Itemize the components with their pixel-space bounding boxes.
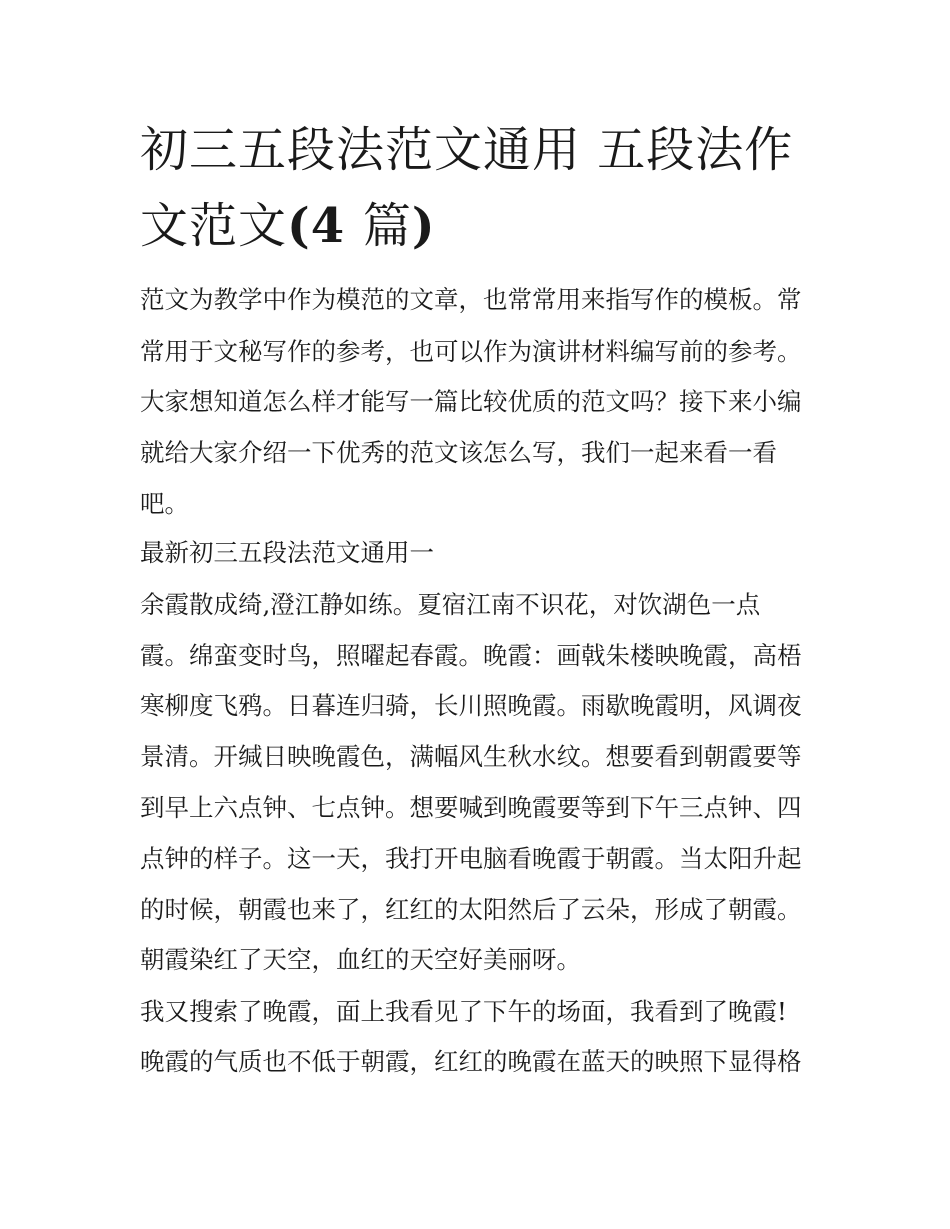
title-count-unit: 篇	[362, 198, 412, 254]
text-line: 到早上六点钟、七点钟。想要喊到晚霞要等到下午三点钟、四	[140, 793, 802, 822]
title-line-2	[140, 188, 820, 264]
text-line: 点钟的样子。这一天，我打开电脑看晚霞于朝霞。当太阳升起	[140, 844, 802, 873]
text-line: 朝霞染红了天空，血红的天空好美丽呀。	[140, 945, 581, 974]
document-title	[140, 112, 820, 264]
title-line-2-text: 文范文	[140, 198, 288, 254]
title-count-open: (4	[287, 198, 363, 254]
section-heading: 最新初三五段法范文通用一	[140, 538, 434, 567]
title-line-1: 初三五段法范文通用 五段法作	[140, 122, 794, 178]
text-line: 余霞散成绮,澄江静如练。夏宿江南不识花，对饮湖色一点	[140, 590, 761, 619]
text-line: 常用于文秘写作的参考，也可以作为演讲材料编写前的参考。	[140, 337, 802, 366]
text-line: 霞。绵蛮变时鸟，照曜起春霞。晚霞：画戟朱楼映晚霞，高梧	[140, 641, 802, 670]
text-line: 吧。	[140, 489, 189, 518]
text-line: 景清。开缄日映晚霞色，满幅风生秋水纹。想要看到朝霞要等	[140, 742, 802, 771]
title-count-close: )	[411, 198, 436, 254]
text-line: 就给大家介绍一下优秀的范文该怎么写，我们一起来看一看	[140, 438, 777, 467]
text-line: 的时候，朝霞也来了，红红的太阳然后了云朵，形成了朝霞。	[140, 895, 802, 924]
text-line: 我又搜索了晚霞，面上我看见了下午的场面，我看到了晚霞!	[140, 997, 787, 1026]
text-line: 晚霞的气质也不低于朝霞，红红的晚霞在蓝天的映照下显得格	[140, 1047, 802, 1076]
text-line: 寒柳度飞鸦。日暮连归骑，长川照晚霞。雨歇晚霞明，风调夜	[140, 691, 802, 720]
text-line: 范文为教学中作为模范的文章，也常常用来指写作的模板。常	[140, 285, 802, 314]
text-line: 大家想知道怎么样才能写一篇比较优质的范文吗？接下来小编	[140, 387, 802, 416]
